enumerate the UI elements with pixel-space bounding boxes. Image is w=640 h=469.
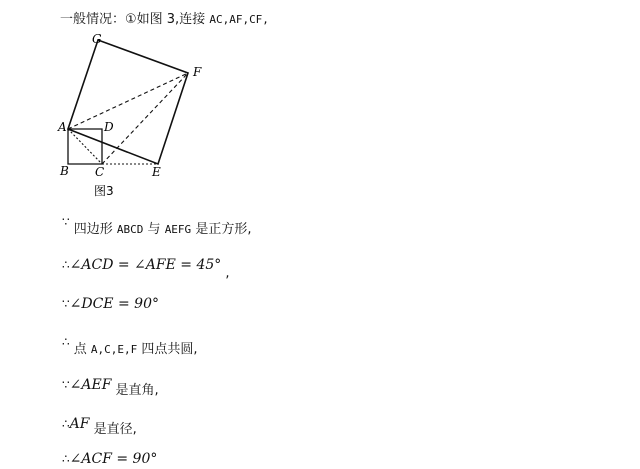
line5-text: 是直角, [111,383,159,398]
intro-points: AC,AF,CF, [209,13,269,26]
proof-line-3 [62,296,159,312]
therefore-symbol: ∴ [62,452,70,466]
proof-line-4 [62,335,198,357]
line1-abcd: ABCD [116,223,144,236]
square-aefg [68,40,188,164]
label-b: B [60,164,69,178]
therefore-symbol: ∴ [62,335,70,349]
line1-aefg: AEFG [164,223,192,236]
proof-line-1 [62,215,252,237]
line5-math: ∠AEF [69,377,112,393]
therefore-symbol: ∴ [62,417,70,431]
intro-line [60,8,269,27]
because-symbol: ∵ [62,297,70,311]
line6-text: 是直径, [89,422,137,437]
because-symbol: ∵ [62,378,70,392]
line1-text2: 与 [143,222,165,237]
figure-svg [52,30,222,200]
label-f: F [193,65,202,79]
therefore-symbol: ∴ [62,258,70,272]
because-symbol: ∵ [62,215,70,229]
label-c: C [95,165,105,179]
label-a: A [58,120,67,134]
line7-math: ∠ACF = 90° [69,451,158,467]
proof-line-2 [62,257,230,281]
segment-ac [68,129,102,164]
line4-text2: 四点共圆, [137,342,198,357]
intro-prefix: 一般情况：①如图 3,连接 [60,12,210,27]
line2-tail: , [225,266,230,281]
line2-math: ∠ACD = ∠AFE = 45° [69,257,222,273]
line1-text1: 四边形 [73,222,117,237]
line3-math: ∠DCE = 90° [69,296,159,312]
line4-points: A,C,E,F [90,343,138,356]
segment-af [68,73,188,129]
proof-line-6 [62,413,137,437]
line1-text3: 是正方形, [191,222,252,237]
label-e: E [152,165,161,179]
proof-line-7 [62,451,157,467]
line6-math: AF [69,416,90,432]
proof-line-5 [62,374,159,398]
label-d: D [104,120,114,134]
line4-text1: 点 [73,342,91,357]
segment-cf [102,73,188,164]
label-g: G [92,32,102,46]
figure-caption: 图3 [94,184,114,198]
geometry-figure [52,30,222,200]
